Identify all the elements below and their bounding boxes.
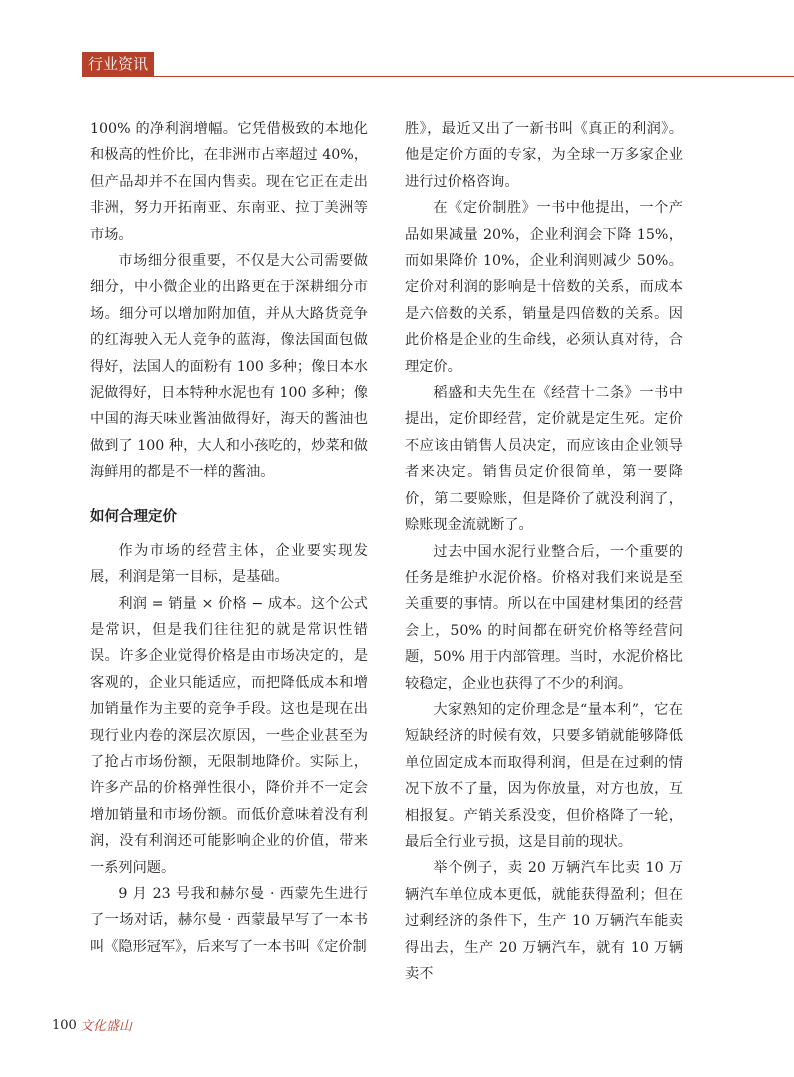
paragraph: 胜》，最近又出了一新书叫《真正的利润》。他是定价方面的专家，为全球一万多家企业进行过价格咨询。 — [405, 121, 683, 190]
magazine-logo: 文化盛山 — [80, 1019, 133, 1034]
section-label: 行业资讯 — [82, 52, 154, 77]
paragraph: 100% 的净利润增幅。它凭借极致的本地化和极高的性价比，在非洲市占率超过 40%，但产品却并不在国内售卖。现在它正在走出非洲，努力开拓南亚、东南亚、拉丁美洲等市场。 — [90, 121, 368, 243]
page-number: 100 — [52, 1018, 77, 1033]
paragraph: 大家熟知的定价理念是“量本利”，它在短缺经济的时候有效，只要多销就能够降低单位固定成本而取得利润，但是在过剩的情况下放不了量，因为你放量，对方也放，互相报复。产销关系没变，但价格降了一轮，最后全行业亏损，这是目前的现状。 — [405, 701, 683, 850]
paragraph: 举个例子，卖 20 万辆汽车比卖 10 万辆汽车单位成本更低，就能获得盈利；但在过剩经济的条件下，生产 10 万辆汽车能卖得出去，生产 20 万辆汽车，就有 10 万辆卖不 — [405, 860, 683, 982]
paragraph: 在《定价制胜》一书中他提出，一个产品如果减量 20%，企业利润会下降 15%，而如果降价 10%，企业利润则减少 50%。定价对利润的影响是十倍数的关系，而成本是六倍数的关系，销量是四倍数的关系。因此价格是企业的生命线，必须认真对待，合理定价。 — [405, 200, 683, 375]
paragraph: 9 月 23 号我和赫尔曼 · 西蒙先生进行了一场对话，赫尔曼 · 西蒙最早写了一本书叫《隐形冠军》，后来写了一本书叫《定价制 — [90, 885, 368, 955]
paragraph: 作为市场的经营主体，企业要实现发展，利润是第一目标，是基础。 — [90, 542, 368, 586]
section-heading: 如何合理定价 — [90, 508, 177, 525]
right-column — [405, 116, 683, 987]
left-column — [90, 116, 368, 960]
paragraph: 利润 = 销量 × 价格 − 成本。这个公式是常识，但是我们往往犯的就是常识性错误。许多企业觉得价格是由市场决定的，是客观的，企业只能适应，而把降低成本和增加销量作为主要的竞争手段。这也是现在出现行业内卷的深层次原因，一些企业甚至为了抢占市场份额，无限制地降价。实际上，许多产品的价格弹性很小，降价并不一定会增加销量和市场份额。而低价意味着没有利润，没有利润还可能影响企业的价值，带来一系列问题。 — [90, 595, 368, 876]
paragraph: 过去中国水泥行业整合后，一个重要的任务是维护水泥价格。价格对我们来说是至关重要的事情。所以在中国建材集团的经营会上，50% 的时间都在研究价格等经营问题，50% 用于内部管理。当时，水泥价格比较稳定，企业也获得了不少的利润。 — [405, 543, 683, 692]
paragraph: 稻盛和夫先生在《经营十二条》一书中提出，定价即经营，定价就是定生死。定价不应该由销售人员决定，而应该由企业领导者来决定。销售员定价很简单，第一要降价，第二要赊账，但是降价了就没利润了，赊账现金流就断了。 — [405, 385, 683, 534]
paragraph: 市场细分很重要，不仅是大公司需要做细分，中小微企业的出路更在于深耕细分市场。细分可以增加附加值，并从大路货竞争的红海驶入无人竞争的蓝海，像法国面包做得好，法国人的面粉有 100 多种；像日本水泥做得好，日本特种水泥也有 100 多种；像中国的海天味业酱油做得好，海天的酱油也做到了 100 种，大人和小孩吃的，炒菜和做海鲜用的都是不一样的酱油。 — [90, 253, 368, 481]
header-rule — [154, 76, 794, 77]
